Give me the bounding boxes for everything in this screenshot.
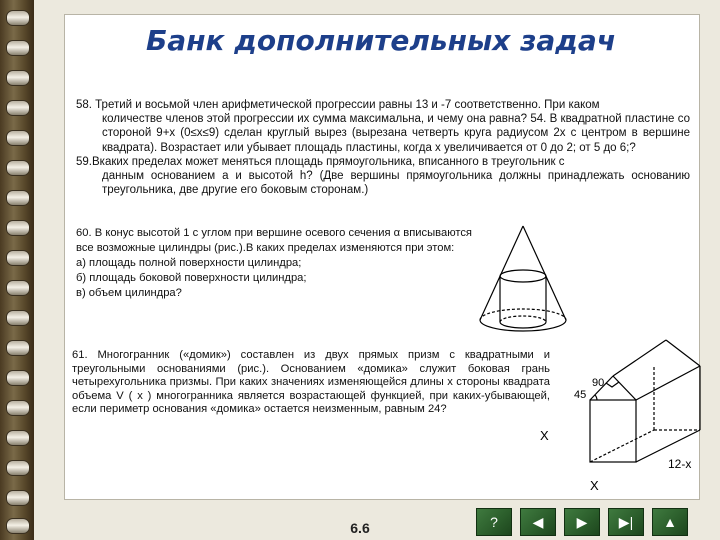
problem-60-intro: 60. В конус высотой 1 с углом при вершине осевого сечения α вписываются все возможные цилиндры (рис.).В каких пределах изменяются при этом: <box>76 227 472 254</box>
forward-arrow-icon: ▶ <box>576 513 588 530</box>
end-button[interactable] <box>608 508 644 536</box>
binder-ring <box>6 460 30 476</box>
page-number: 6.6 <box>350 520 370 536</box>
problem-58 <box>76 98 690 197</box>
binder-ring <box>6 340 30 356</box>
binder-ring <box>6 310 30 326</box>
help-button[interactable] <box>476 508 512 536</box>
problem-59-rest: данным основанием а и высотой h? (Две вершины прямоугольника должны принадлежать основанию треугольника, две другие его боковым сторонам.) <box>102 170 690 197</box>
binder-ring <box>6 250 30 266</box>
angle-45-label: 45 <box>574 389 587 401</box>
slide-title: Банк дополнительных задач <box>145 24 617 57</box>
up-button[interactable] <box>652 508 688 536</box>
problem-59-line1: 59.Вкаких пределах может меняться площадь прямоугольника, вписанного в треугольник с <box>76 155 565 168</box>
binder-spine <box>0 0 34 540</box>
binder-ring <box>6 400 30 416</box>
binder-ring <box>6 190 30 206</box>
binder-ring <box>6 160 30 176</box>
angle-90-label: 90 <box>592 377 605 389</box>
side-x-label: X <box>540 428 549 443</box>
end-arrow-icon: ▶| <box>618 513 634 530</box>
cone-figure <box>470 224 580 342</box>
binder-ring <box>6 280 30 296</box>
problem-58-rest: количестве членов этой прогрессии их сумма максимальна, и чему она равна? 54. В квадратной пластине со стороной 9+x (0≤x≤9) сделан круглый вырез (вырезана четверть круга радиусом 2x с центром в вершине квадрата). Возрастает или убывает площадь пластины, когда x увеличивается от 0 до 2; от 5 до 6;? <box>102 113 690 154</box>
problem-61: 61. Многогранник («домик») составлен из двух прямых призм с квадратными и треугольными основаниями (рис.). Основанием «домика» служит боковая грань четырехугольника призмы. При каких значениях изменяющейся длины x стороны квадрата объема V ( x ) многогранника является возрастающей функцией, при каких-убывающей, если периметр основания «домика» остается неизменным, равным 24? <box>72 349 550 416</box>
binder-ring <box>6 130 30 146</box>
back-arrow-icon: ◀ <box>532 513 544 530</box>
problem-60 <box>76 226 472 301</box>
binder-ring <box>6 518 30 534</box>
depth-label: 12-x <box>668 457 692 471</box>
binder-ring <box>6 430 30 446</box>
back-button[interactable] <box>520 508 556 536</box>
problem-60-item-c: в) объем цилиндра? <box>76 287 182 299</box>
binder-ring <box>6 10 30 26</box>
help-icon: ? <box>490 514 498 530</box>
binder-ring <box>6 40 30 56</box>
problem-60-item-b: б) площадь боковой поверхности цилиндра; <box>76 272 307 284</box>
bottom-x-label: X <box>590 478 599 493</box>
forward-button[interactable] <box>564 508 600 536</box>
binder-ring <box>6 490 30 506</box>
problem-58-line1: 58. Третий и восьмой член арифметической прогрессии равны 13 и -7 соответственно. При каком <box>76 99 600 111</box>
problem-60-item-a: а) площадь полной поверхности цилиндра; <box>76 257 302 269</box>
binder-ring <box>6 100 30 116</box>
house-figure <box>540 330 710 500</box>
binder-ring <box>6 70 30 86</box>
binder-ring <box>6 370 30 386</box>
binder-ring <box>6 220 30 236</box>
up-arrow-icon: ▲ <box>663 514 677 530</box>
